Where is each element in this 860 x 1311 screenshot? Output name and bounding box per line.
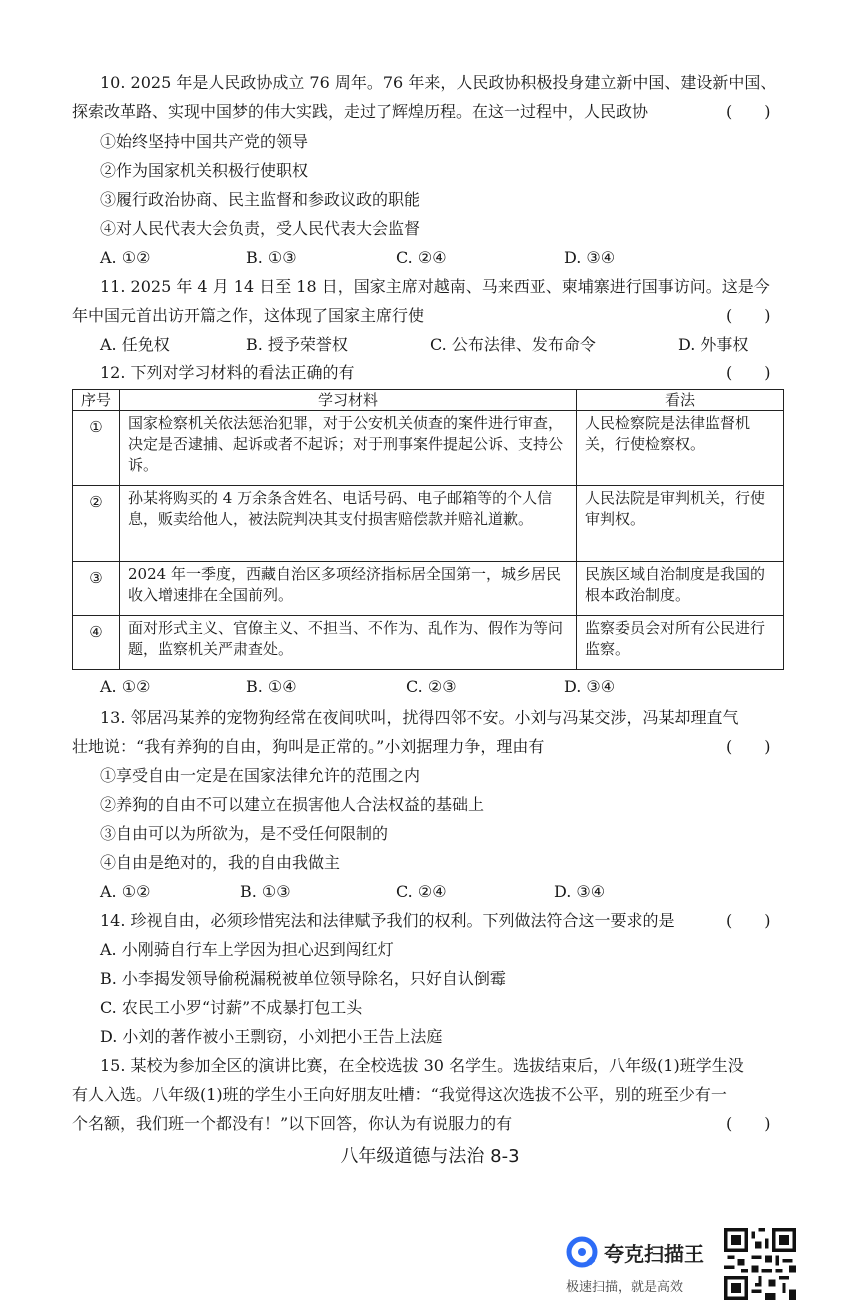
q10-options [100,247,800,269]
q14-option-a: A. 小刚骑自行车上学因为担心迟到闯红灯 [100,940,394,959]
scanner-watermark [566,1236,726,1298]
q11-line-2: 年中国元首出访开篇之作，这体现了国家主席行使 [72,306,425,325]
q15-line-2: 有人入选。八年级(1)班的学生小王向好朋友吐槽：“我觉得这次选拔不公平，别的班至少有一 [72,1085,727,1104]
q13-option-a: A. ①② [100,882,151,901]
row-number: ② [73,486,120,562]
q12-option-d: D. ③④ [564,677,616,696]
row-material: 2024 年一季度，西藏自治区多项经济指标居全国第一，城乡居民收入增速排在全国前列。 [120,562,577,616]
q12-option-c: C. ②③ [406,677,457,696]
row-view: 人民检察院是法律监督机关，行使检察权。 [577,411,784,486]
q10-option-d: D. ③④ [564,248,616,267]
q10-item-3: ③履行政治协商、民主监督和参政议政的职能 [100,190,421,209]
q15-line-3: 个名额，我们班一个都没有！”以下回答，你认为有说服力的有 [72,1114,513,1133]
q11-option-b: B. 授予荣誉权 [246,335,348,354]
row-number: ④ [73,616,120,670]
q13-option-b: B. ①③ [240,882,291,901]
q14-line-1: 14. 珍视自由，必须珍惜宪法和法律赋予我们的权利。下列做法符合这一要求的是 [100,911,675,930]
q15-line-1: 15. 某校为参加全区的演讲比赛，在全校选拔 30 名学生。选拔结束后，八年级(1)班学生没 [100,1056,744,1075]
row-view: 民族区域自治制度是我国的根本政治制度。 [577,562,784,616]
header-view: 看法 [577,390,784,411]
q12-answer-paren: ( ) [726,363,771,382]
table-header-row [73,390,784,411]
q13-item-3: ③自由可以为所欲为，是不受任何限制的 [100,824,389,843]
row-material: 孙某将购买的 4 万余条含姓名、电话号码、电子邮箱等的个人信息，贩卖给他人，被法院判决其支付损害赔偿款并赔礼道歉。 [120,486,577,562]
q11-answer-paren: ( ) [726,306,771,325]
row-number: ① [73,411,120,486]
q11-options [100,334,800,356]
q14-option-d: D. 小刘的著作被小王剽窃，小刘把小王告上法庭 [100,1027,443,1046]
row-view: 监察委员会对所有公民进行监察。 [577,616,784,670]
q10-item-1: ①始终坚持中国共产党的领导 [100,132,309,151]
q10-option-a: A. ①② [100,248,151,267]
row-material: 面对形式主义、官僚主义、不担当、不作为、乱作为、假作为等问题，监察机关严肃查处。 [120,616,577,670]
q11-line-1: 11. 2025 年 4 月 14 日至 18 日，国家主席对越南、马来西亚、柬埔寨进行国事访问。这是今 [100,277,770,296]
q13-option-c: C. ②④ [396,882,447,901]
scanner-brand-slogan: 极速扫描，就是高效 [566,1280,684,1295]
q10-item-4: ④对人民代表大会负责，受人民代表大会监督 [100,219,421,238]
qr-code-icon [724,1228,796,1300]
q13-line-2: 壮地说：“我有养狗的自由，狗叫是正常的。”小刘据理力争，理由有 [72,737,545,756]
q10-answer-paren: ( ) [726,102,771,121]
q14-option-c: C. 农民工小罗“讨薪”不成暴打包工头 [100,998,363,1017]
q10-option-c: C. ②④ [396,248,447,267]
table-row [73,616,784,670]
q13-line-1: 13. 邻居冯某养的宠物狗经常在夜间吠叫，扰得四邻不安。小刘与冯某交涉，冯某却理直气 [100,708,739,727]
table-row [73,562,784,616]
q11-option-c: C. 公布法律、发布命令 [430,335,596,354]
q10-option-b: B. ①③ [246,248,297,267]
q10-line-2: 探索改革路、实现中国梦的伟大实践，走过了辉煌历程。在这一过程中，人民政协 [72,102,649,121]
header-number: 序号 [73,390,120,411]
q13-option-d: D. ③④ [554,882,606,901]
q12-options [100,676,800,698]
q12-option-a: A. ①② [100,677,151,696]
row-number: ③ [73,562,120,616]
q12-option-b: B. ①④ [246,677,297,696]
q13-answer-paren: ( ) [726,737,771,756]
q13-item-4: ④自由是绝对的，我的自由我做主 [100,853,341,872]
q14-answer-paren: ( ) [726,911,771,930]
table-row [73,486,784,562]
page-footer-title: 八年级道德与法治 8-3 [340,1146,520,1167]
q11-option-d: D. 外事权 [678,335,749,354]
table-row [73,411,784,486]
q10-item-2: ②作为国家机关积极行使职权 [100,161,309,180]
q10-line-1: 10. 2025 年是人民政协成立 76 周年。76 年来，人民政协积极投身建立新中国、建设新中国、 [100,73,777,92]
q11-option-a: A. 任免权 [100,335,170,354]
q14-option-b: B. 小李揭发领导偷税漏税被单位领导除名，只好自认倒霉 [100,969,506,988]
row-view: 人民法院是审判机关，行使审判权。 [577,486,784,562]
q13-options [100,881,800,903]
q12-line-1: 12. 下列对学习材料的看法正确的有 [100,363,355,382]
scanner-brand-name: 夸克扫描王 [604,1242,704,1266]
q15-answer-paren: ( ) [726,1114,771,1133]
q12-material-table [72,389,784,670]
header-material: 学习材料 [120,390,577,411]
q13-item-1: ①享受自由一定是在国家法律允许的范围之内 [100,766,421,785]
scanner-logo-icon [566,1236,598,1268]
q13-item-2: ②养狗的自由不可以建立在损害他人合法权益的基础上 [100,795,485,814]
row-material: 国家检察机关依法惩治犯罪，对于公安机关侦查的案件进行审查，决定是否逮捕、起诉或者不起诉；对于刑事案件提起公诉、支持公诉。 [120,411,577,486]
